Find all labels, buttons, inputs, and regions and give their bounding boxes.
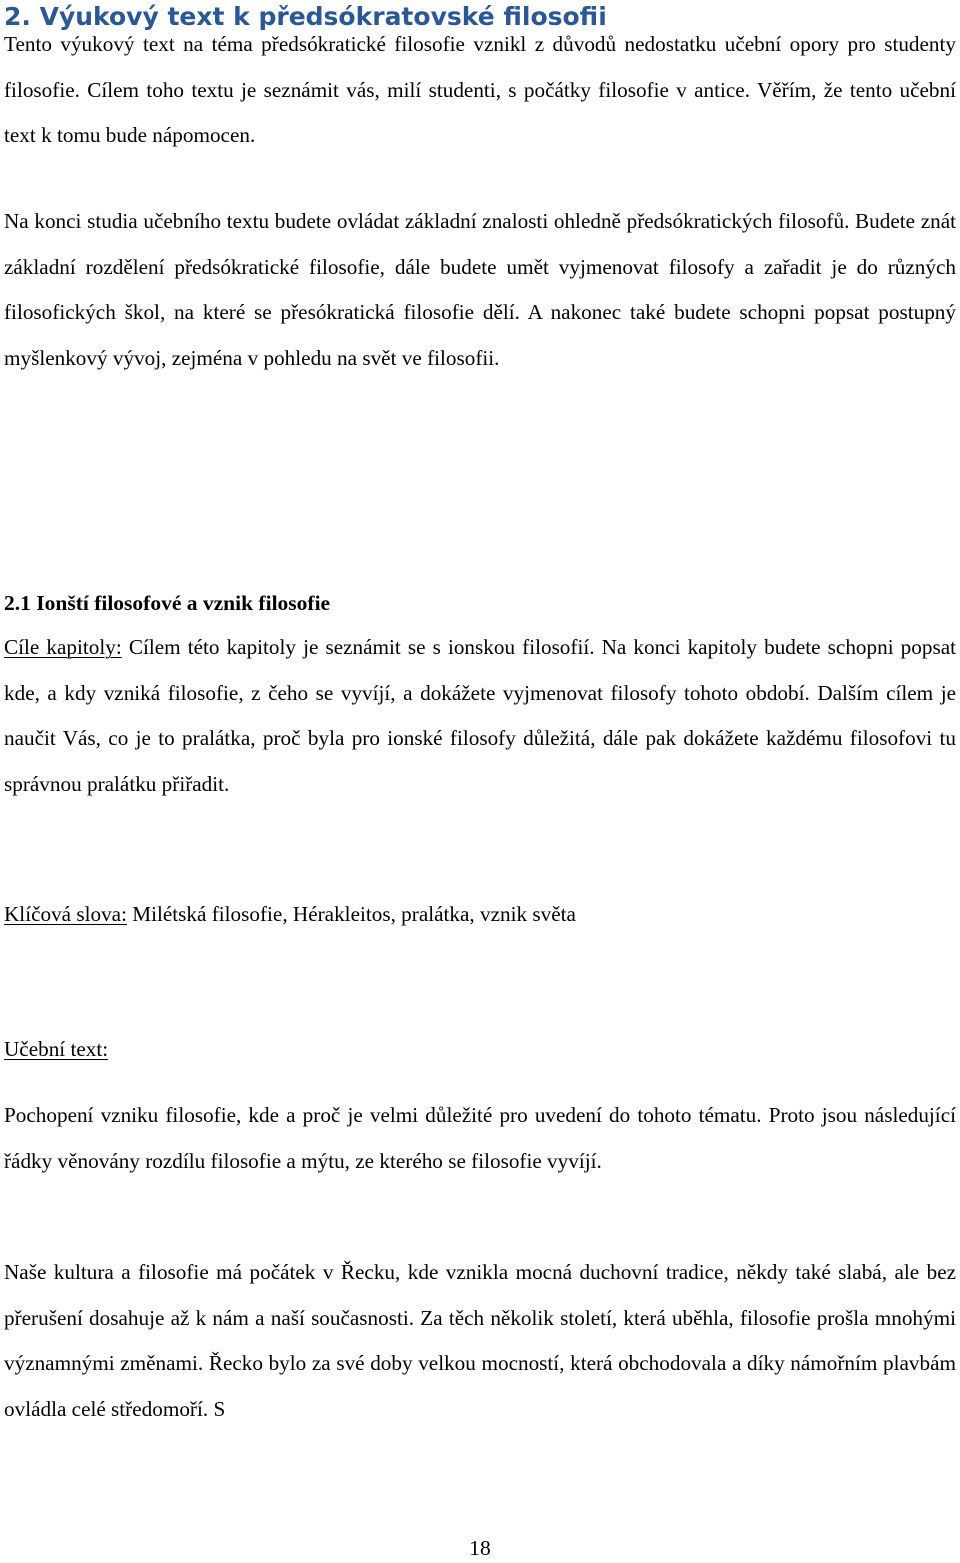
section-goals-paragraph — [4, 625, 956, 807]
keywords-label: Klíčová slova: — [4, 902, 127, 926]
learning-text-label: Učební text: — [4, 1037, 109, 1061]
learning-paragraph-1: Pochopení vzniku filosofie, kde a proč je velmi důležité pro uvedení do tohoto tématu. Proto jsou následující řádky věnovány rozdílu filosofie a mýtu, ze kterého se filosofie vyvíjí. — [4, 1103, 956, 1173]
chapter-heading: 2. Výukový text k předsókratovské filosofii — [4, 2, 607, 31]
keywords-paragraph — [4, 892, 956, 938]
document-page — [4, 0, 956, 1561]
learning-text-label-line — [4, 1027, 956, 1073]
section-goals-label: Cíle kapitoly: — [4, 635, 122, 659]
chapter-goals-paragraph: Na konci studia učebního textu budete ovládat základní znalosti ohledně předsókratických filosofů. Budete znát základní rozdělení předsókratické filosofie, dále budete umět vyjmenovat filosofy a zařadit je do různých filosofických škol, na které se přesókratická filosofie dělí. A nakonec také budete schopni popsat postupný myšlenkový vývoj, zejména v pohledu na svět ve filosofii. — [4, 209, 956, 370]
keywords-text: Milétská filosofie, Hérakleitos, pralátka, vznik světa — [126, 902, 576, 926]
learning-paragraph-2: Naše kultura a filosofie má počátek v Řecku, kde vznikla mocná duchovní tradice, někdy také slabá, ale bez přerušení dosahuje až k nám a naší současnosti. Za těch několik století, která uběhla, filosofie prošla mnohými významnými změnami. Řecko bylo za své doby velkou mocností, která obchodovala a díky námořním plavbám ovládla celé středomoří. S — [4, 1260, 956, 1421]
section-heading: 2.1 Ionští filosofové a vznik filosofie — [4, 591, 331, 615]
page-number: 18 — [469, 1536, 491, 1560]
intro-paragraph: Tento výukový text na téma předsókratické filosofie vznikl z důvodů nedostatku učební opory pro studenty filosofie. Cílem toho textu je seznámit vás, milí studenti, s počátky filosofie v antice. Věřím, že tento učební text k tomu bude nápomocen. — [4, 32, 956, 147]
section-goals-text: Cílem této kapitoly je seznámit se s ionskou filosofií. Na konci kapitoly budete schopni popsat kde, a kdy vzniká filosofie, z čeho se vyvíjí, a dokážete vyjmenovat filosofy tohoto období. Dalším cílem je naučit Vás, co je to pralátka, proč byla pro ionské filosofy důležitá, dále pak dokážete každému filosofovi tu správnou pralátku přiřadit. — [4, 635, 956, 796]
